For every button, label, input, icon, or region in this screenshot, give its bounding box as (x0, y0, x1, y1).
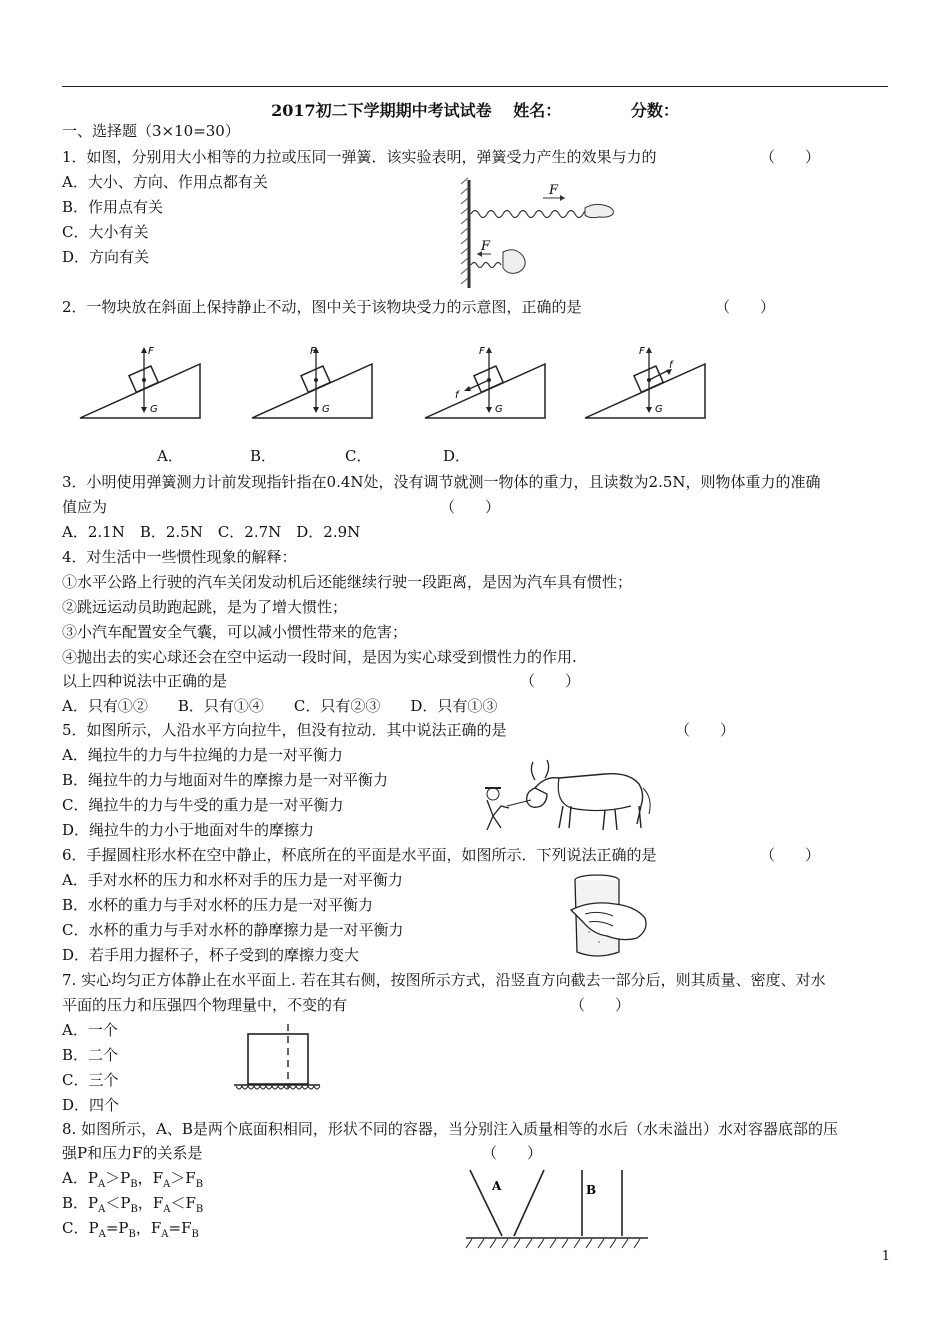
q7-cube-figure (232, 1022, 324, 1094)
page-number: 1 (881, 1249, 890, 1264)
q1-answer-paren: （ ） (760, 148, 821, 166)
q4-conclusion: 以上四种说法中正确的是 (62, 672, 228, 690)
q7-answer-paren: （ ） (570, 996, 631, 1014)
q8-containers-figure (462, 1166, 652, 1256)
q2b-force-f: F (310, 346, 316, 357)
q3-stem-line2: 值应为 (62, 498, 108, 516)
score-label: 分数： (630, 101, 679, 120)
q5-option-b: B．绳拉牛的力与地面对牛的摩擦力是一对平衡力 (62, 771, 389, 789)
q8-container-label-a: A (492, 1179, 502, 1193)
q8-stem-line1: 8. 如图所示，A、B是两个底面积相同，形状不同的容器，当分别注入质量相等的水后（水未溢出）水对容器底部的压 (62, 1120, 838, 1138)
q4-item-4: ④抛出去的实心球还会在空中运动一段时间，是因为实心球受到惯性力的作用. (62, 648, 577, 666)
q1-force-label-1: F (549, 183, 559, 198)
q2a-force-g: G (150, 404, 158, 415)
q4-item-3: ③小汽车配置安全气囊，可以减小惯性带来的危害； (62, 623, 408, 641)
q7-stem-line2: 平面的压力和压强四个物理量中，不变的有 (62, 996, 348, 1014)
q6-option-d: D．若手用力握杯子，杯子受到的摩擦力变大 (62, 946, 360, 964)
top-rule (62, 86, 888, 87)
q6-hand-holding-cup-figure (565, 870, 655, 960)
q1-option-b: B．作用点有关 (62, 198, 164, 216)
q7-option-a: A．一个 (62, 1021, 118, 1039)
q2c-force-f: F (479, 346, 485, 357)
q2d-force-g: G (655, 404, 663, 415)
q3-answer-paren: （ ） (440, 498, 501, 516)
q7-option-b: B．二个 (62, 1046, 119, 1064)
q7-stem-line1: 7. 实心均匀正方体静止在水平面上. 若在其右侧，按图所示方式，沿竖直方向截去一部分后，则其质量、密度、对水 (62, 971, 826, 989)
section-heading: 一、选择题（3×10=30） (62, 122, 240, 140)
q1-option-c: C．大小有关 (62, 223, 149, 241)
q4-options: A．只有①② B．只有①④ C．只有②③ D．只有①③ (62, 697, 498, 715)
q6-option-a: A．手对水杯的压力和水杯对手的压力是一对平衡力 (62, 871, 403, 889)
exam-title: 2017初二下学期期中考试试卷 (271, 101, 492, 120)
q2-incline-d (583, 342, 709, 422)
q2-answer-paren: （ ） (715, 298, 776, 316)
q2d-force-friction: f (669, 360, 673, 371)
q5-answer-paren: （ ） (675, 721, 736, 739)
q4-item-2: ②跳远运动员助跑起跳，是为了增大惯性； (62, 598, 348, 616)
q5-stem: 5．如图所示，人沿水平方向拉牛，但没有拉动．其中说法正确的是 (62, 721, 507, 739)
q6-option-c: C．水杯的重力与手对水杯的静摩擦力是一对平衡力 (62, 921, 404, 939)
q5-option-c: C．绳拉牛的力与牛受的重力是一对平衡力 (62, 796, 344, 814)
q4-answer-paren: （ ） (520, 672, 581, 690)
q7-option-c: C．三个 (62, 1071, 119, 1089)
q2d-force-f: F (639, 346, 645, 357)
exam-header (0, 98, 950, 121)
q1-option-a: A．大小、方向、作用点都有关 (62, 173, 268, 191)
q8-stem-line2: 强P和压力F的关系是 (62, 1144, 203, 1162)
q1-force-label-2: F (481, 239, 491, 254)
q2c-force-g: G (495, 404, 503, 415)
name-label: 姓名： (513, 101, 562, 120)
q2-incline-a (78, 342, 204, 422)
q2-incline-b (250, 342, 376, 422)
q2-fig-label-c: C． (345, 447, 372, 465)
q6-answer-paren: （ ） (760, 846, 821, 864)
q8-option-b: B．$P_A<P_B$，$F_A<F_B$ (62, 1194, 204, 1215)
q7-option-d: D．四个 (62, 1096, 120, 1114)
q8-option-c: C．$P_A=P_B$，$F_A=F_B$ (62, 1219, 199, 1240)
q5-option-d: D．绳拉牛的力小于地面对牛的摩擦力 (62, 821, 315, 839)
q1-spring-figure (455, 178, 625, 290)
q5-man-pulling-ox-figure (475, 748, 665, 838)
q1-option-d: D．方向有关 (62, 248, 150, 266)
q5-option-a: A．绳拉牛的力与牛拉绳的力是一对平衡力 (62, 746, 343, 764)
q1-stem: 1．如图，分别用大小相等的力拉或压同一弹簧．该实验表明，弹簧受力产生的效果与力的 (62, 148, 657, 166)
q8-answer-paren: （ ） (482, 1144, 543, 1162)
q6-option-b: B．水杯的重力与手对水杯的压力是一对平衡力 (62, 896, 374, 914)
q8-container-label-b: B (586, 1183, 597, 1197)
q3-options: A．2.1N B．2.5N C．2.7N D．2.9N (62, 523, 361, 541)
q6-stem: 6．手握圆柱形水杯在空中静止，杯底所在的平面是水平面，如图所示．下列说法正确的是 (62, 846, 657, 864)
q2-fig-label-a: A． (157, 447, 183, 465)
q8-option-a: A．$P_A>P_B$，$F_A>F_B$ (62, 1169, 204, 1190)
q2a-force-f: F (148, 346, 154, 357)
q4-stem: 4．对生活中一些惯性现象的解释： (62, 548, 297, 566)
q2c-force-friction: f (455, 390, 459, 401)
q3-stem-line1: 3．小明使用弹簧测力计前发现指针指在0.4N处，没有调节就测一物体的重力，且读数为2.5N，则物体重力的准确 (62, 473, 821, 491)
q2-incline-c (423, 342, 549, 422)
q2-fig-label-d: D． (443, 447, 471, 465)
q2-stem: 2．一物块放在斜面上保持静止不动，图中关于该物块受力的示意图，正确的是 (62, 298, 582, 316)
q4-item-1: ①水平公路上行驶的汽车关闭发动机后还能继续行驶一段距离，是因为汽车具有惯性； (62, 573, 633, 591)
q2b-force-g: G (322, 404, 330, 415)
q2-fig-label-b: B． (250, 447, 277, 465)
